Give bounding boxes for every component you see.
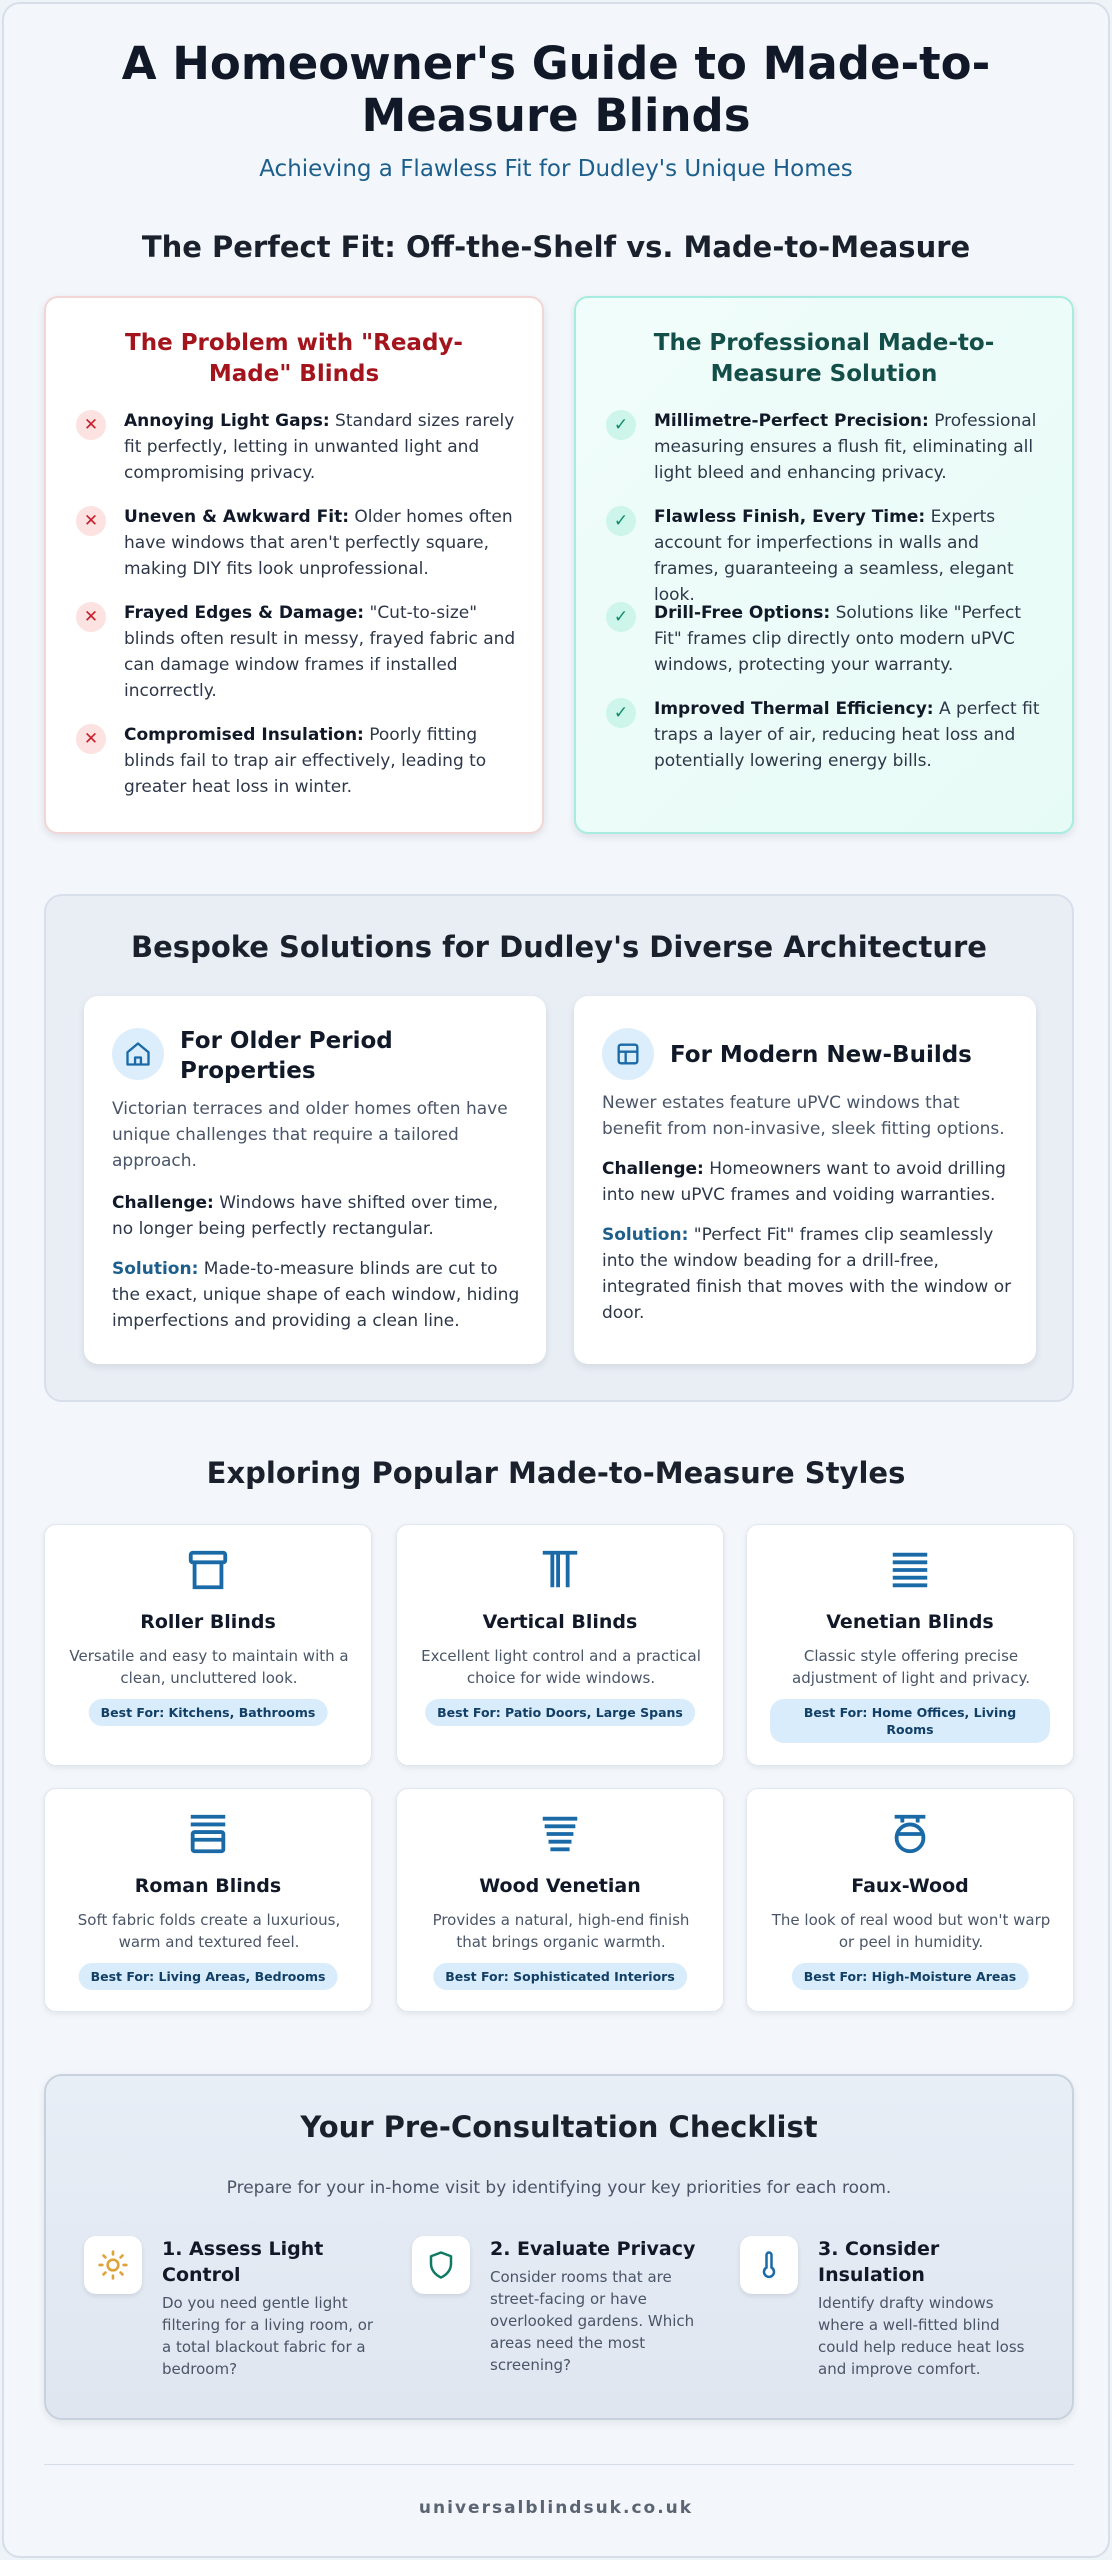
modern-solution [602, 1222, 1014, 1326]
style-card-roller [44, 1524, 372, 1766]
modern-builds-card [574, 996, 1036, 1364]
cross-icon: ✕ [76, 602, 106, 632]
venetian-blind-icon [747, 1547, 1073, 1593]
older-properties-intro: Victorian terraces and older homes often have unique challenges that require a tailored approach. [112, 1099, 508, 1171]
problem-item [76, 600, 516, 704]
problem-card [44, 296, 544, 834]
solution-card [574, 296, 1074, 834]
footer-divider [44, 2464, 1074, 2465]
solution-item-text: A perfect fit traps a layer of air, reducing heat loss and potentially lowering energy bills. [654, 699, 1040, 771]
style-desc: Soft fabric folds create a luxurious, warm and textured feel. [77, 1911, 341, 1951]
style-card-venetian [746, 1524, 1074, 1766]
challenge-label: Challenge: [112, 1193, 214, 1213]
solution-item [606, 504, 1046, 608]
older-properties-heading: For Older Period Properties [180, 1028, 393, 1084]
solution-item-text: Experts account for imperfections in walls and frames, guaranteeing a seamless, elegant look. [654, 507, 1014, 605]
problem-item-label: Compromised Insulation: [124, 725, 364, 745]
style-desc: Versatile and easy to maintain with a clean, uncluttered look. [69, 1647, 349, 1687]
best-for-tag: Best For: Kitchens, Bathrooms [89, 1699, 328, 1726]
older-solution [112, 1256, 524, 1334]
best-for-tag: Best For: High-Moisture Areas [792, 1963, 1029, 1990]
style-card-vertical [396, 1524, 724, 1766]
roller-blind-icon [45, 1547, 371, 1593]
sun-icon [84, 2236, 142, 2294]
best-for-tag: Best For: Living Areas, Bedrooms [79, 1963, 338, 1990]
section-title-checklist: Your Pre-Consultation Checklist [300, 2110, 818, 2144]
problem-item [76, 504, 516, 582]
solution-label: Solution: [602, 1225, 689, 1245]
window-icon [602, 1028, 654, 1080]
checklist-intro: Prepare for your in-home visit by identifying your key priorities for each room. [226, 2178, 892, 2198]
solution-item-text: Professional measuring ensures a flush fit, eliminating all light bleed and enhancing privacy. [654, 411, 1037, 483]
bespoke-section [44, 894, 1074, 1402]
solution-item-label: Millimetre-Perfect Precision: [654, 411, 929, 431]
roman-blind-icon [45, 1811, 371, 1857]
check-icon: ✓ [606, 410, 636, 440]
cross-icon: ✕ [76, 506, 106, 536]
solution-label: Solution: [112, 1259, 199, 1279]
style-desc: Classic style offering precise adjustment of light and privacy. [792, 1647, 1030, 1687]
challenge-text: Windows have shifted over time, no longer being perfectly rectangular. [112, 1193, 499, 1239]
problem-item-label: Frayed Edges & Damage: [124, 603, 365, 623]
best-for-tag: Best For: Sophisticated Interiors [433, 1963, 687, 1990]
step-desc: Do you need gentle light filtering for a living room, or a total blackout fabric for a bedroom? [162, 2294, 374, 2378]
house-icon [112, 1028, 164, 1080]
footer-site[interactable]: universalblindsuk.co.uk [418, 2498, 694, 2518]
check-icon: ✓ [606, 698, 636, 728]
solution-text: "Perfect Fit" frames clip seamlessly into the window beading for a drill-free, integrated finish that moves with the window or door. [602, 1225, 1012, 1323]
step-title: 1. Assess Light Control [162, 2238, 324, 2286]
solution-item [606, 600, 1046, 678]
problem-item [76, 408, 516, 486]
solution-text: Made-to-measure blinds are cut to the exact, unique shape of each window, hiding imperfections and providing a clean line. [112, 1259, 520, 1331]
solution-heading: The Professional Made-to-Measure Solution [653, 330, 995, 387]
older-properties-card [84, 996, 546, 1364]
problem-item-text: Older homes often have windows that aren't perfectly square, making DIY fits look unprofessional. [124, 507, 513, 579]
style-desc: Excellent light control and a practical choice for wide windows. [421, 1647, 701, 1687]
page-title: A Homeowner's Guide to Made-to-Measure Blinds [121, 37, 991, 142]
cross-icon: ✕ [76, 410, 106, 440]
best-for-tag: Best For: Patio Doors, Large Spans [425, 1699, 695, 1726]
style-card-roman [44, 1788, 372, 2012]
page-subtitle: Achieving a Flawless Fit for Dudley's Unique Homes [259, 156, 853, 182]
style-name: Roman Blinds [134, 1875, 282, 1897]
wood-venetian-icon [397, 1811, 723, 1857]
checklist-section [44, 2074, 1074, 2420]
problem-item-label: Uneven & Awkward Fit: [124, 507, 349, 527]
problem-heading: The Problem with "Ready-Made" Blinds [125, 330, 463, 387]
solution-item [606, 696, 1046, 774]
style-desc: Provides a natural, high-end finish that brings organic warmth. [432, 1911, 690, 1951]
challenge-text: Homeowners want to avoid drilling into new uPVC frames and voiding warranties. [602, 1159, 1006, 1205]
step-desc: Identify drafty windows where a well-fitted blind could help reduce heat loss and improve comfort. [818, 2294, 1025, 2378]
solution-item-label: Improved Thermal Efficiency: [654, 699, 934, 719]
check-icon: ✓ [606, 602, 636, 632]
style-name: Roller Blinds [140, 1611, 276, 1633]
section-title-bespoke: Bespoke Solutions for Dudley's Diverse Architecture [131, 930, 987, 964]
challenge-label: Challenge: [602, 1159, 704, 1179]
style-name: Wood Venetian [479, 1875, 641, 1897]
modern-builds-intro: Newer estates feature uPVC windows that benefit from non-invasive, sleek fitting options. [602, 1093, 1005, 1139]
step-title: 2. Evaluate Privacy [490, 2238, 696, 2260]
style-name: Vertical Blinds [482, 1611, 638, 1633]
problem-item-text: Standard sizes rarely fit perfectly, letting in unwanted light and compromising privacy. [124, 411, 515, 483]
older-challenge [112, 1190, 524, 1242]
section-title-perfect-fit: The Perfect Fit: Off-the-Shelf vs. Made-to-Measure [141, 230, 971, 264]
solution-item-label: Flawless Finish, Every Time: [654, 507, 926, 527]
solution-item-text: Solutions like "Perfect Fit" frames clip directly onto modern uPVC windows, protecting your warranty. [654, 603, 1022, 675]
problem-item [76, 722, 516, 800]
solution-item [606, 408, 1046, 486]
step-desc: Consider rooms that are street-facing or have overlooked gardens. Which areas need the most screening? [490, 2268, 695, 2374]
faux-wood-icon [747, 1811, 1073, 1857]
modern-challenge [602, 1156, 1014, 1208]
style-desc: The look of real wood but won't warp or peel in humidity. [771, 1911, 1051, 1951]
style-name: Venetian Blinds [826, 1611, 994, 1633]
shield-icon [412, 2236, 470, 2294]
thermometer-icon [740, 2236, 798, 2294]
vertical-blind-icon [397, 1547, 723, 1593]
infographic-page [2, 2, 1110, 2558]
problem-item-text: "Cut-to-size" blinds often result in messy, frayed fabric and can damage window frames if installed incorrectly. [124, 603, 516, 701]
best-for-tag: Best For: Home Offices, Living Rooms [770, 1699, 1050, 1743]
step-title: 3. Consider Insulation [818, 2238, 940, 2286]
header [4, 38, 1108, 182]
solution-item-label: Drill-Free Options: [654, 603, 831, 623]
problem-item-text: Poorly fitting blinds fail to trap air effectively, leading to greater heat loss in winter. [124, 725, 487, 797]
modern-builds-heading: For Modern New-Builds [670, 1042, 972, 1068]
check-icon: ✓ [606, 506, 636, 536]
style-card-wood-venetian [396, 1788, 724, 2012]
cross-icon: ✕ [76, 724, 106, 754]
problem-item-label: Annoying Light Gaps: [124, 411, 330, 431]
style-card-faux-wood [746, 1788, 1074, 2012]
style-name: Faux-Wood [851, 1875, 969, 1897]
section-title-styles: Exploring Popular Made-to-Measure Styles [206, 1456, 906, 1490]
